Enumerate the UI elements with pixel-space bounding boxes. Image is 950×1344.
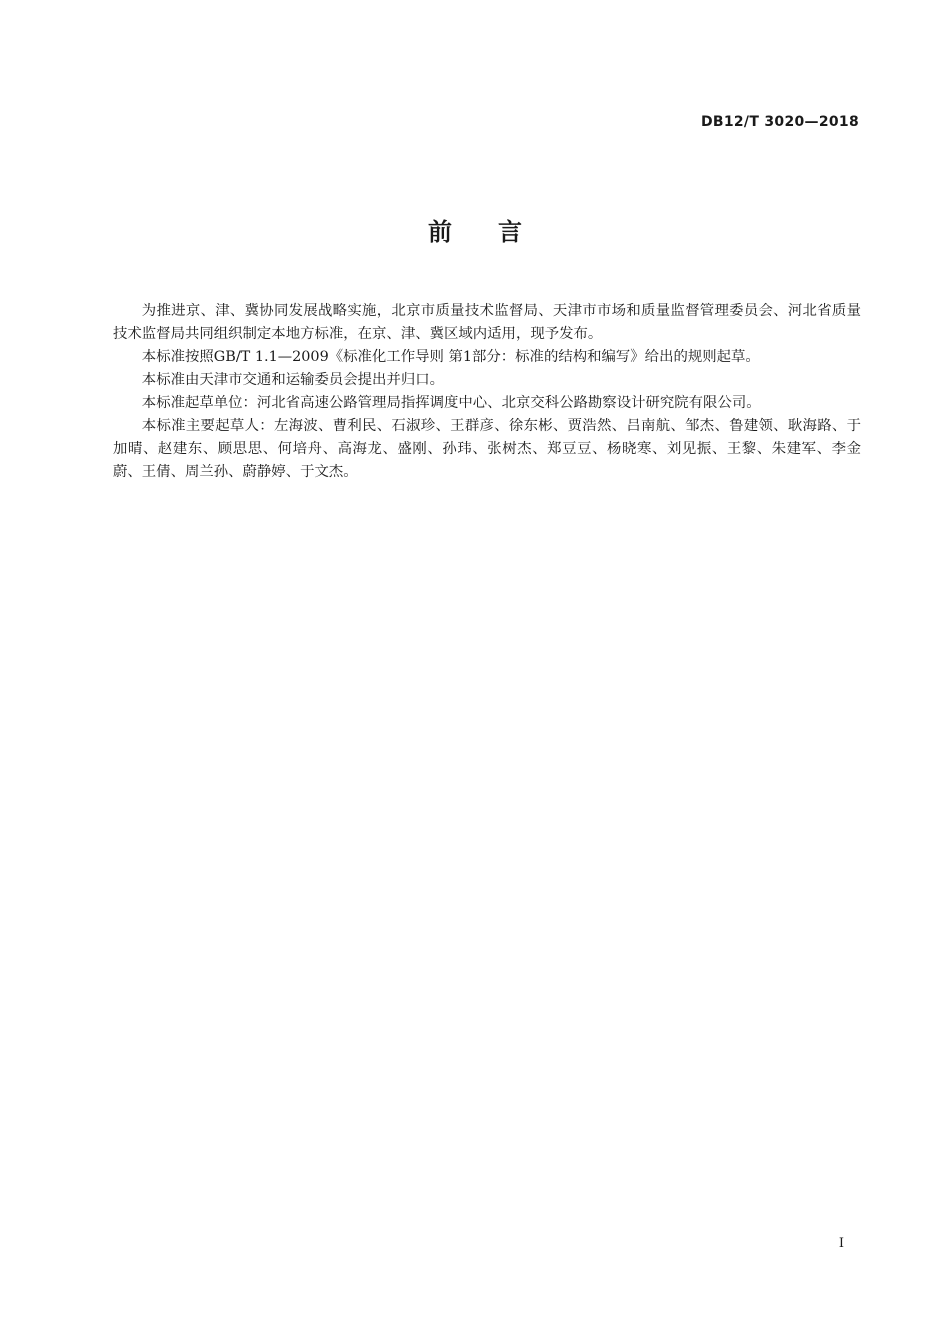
page-title: 前言 bbox=[428, 218, 568, 246]
paragraph-drafters: 本标准主要起草人：左海波、曹利民、石淑珍、王群彦、徐东彬、贾浩然、吕南航、邹杰、鲁建领、耿海路、于加晴、赵建东、顾思思、何培舟、高海龙、盛刚、孙玮、张树杰、郑豆豆、杨晓寒、刘见振、王黎、朱建军、李金蔚、王倩、周兰孙、蔚静婷、于文杰。 bbox=[113, 418, 861, 480]
paragraph-drafting-units: 本标准起草单位：河北省高速公路管理局指挥调度中心、北京交科公路勘察设计研究院有限公司。 bbox=[141, 395, 761, 411]
paragraph-proposer: 本标准由天津市交通和运输委员会提出并归口。 bbox=[141, 372, 445, 388]
paragraph-drafting-rules: 本标准按照GB/T 1.1—2009《标准化工作导则 第1部分：标准的结构和编写》给出的规则起草。 bbox=[141, 349, 760, 365]
page-number: I bbox=[838, 1236, 844, 1251]
paragraph-purpose: 为推进京、津、冀协同发展战略实施，北京市质量技术监督局、天津市市场和质量监督管理委员会、河北省质量技术监督局共同组织制定本地方标准，在京、津、冀区域内适用，现予发布。 bbox=[113, 303, 861, 342]
foreword-body bbox=[113, 300, 861, 484]
document-code: DB12/T 3020—2018 bbox=[700, 114, 859, 130]
